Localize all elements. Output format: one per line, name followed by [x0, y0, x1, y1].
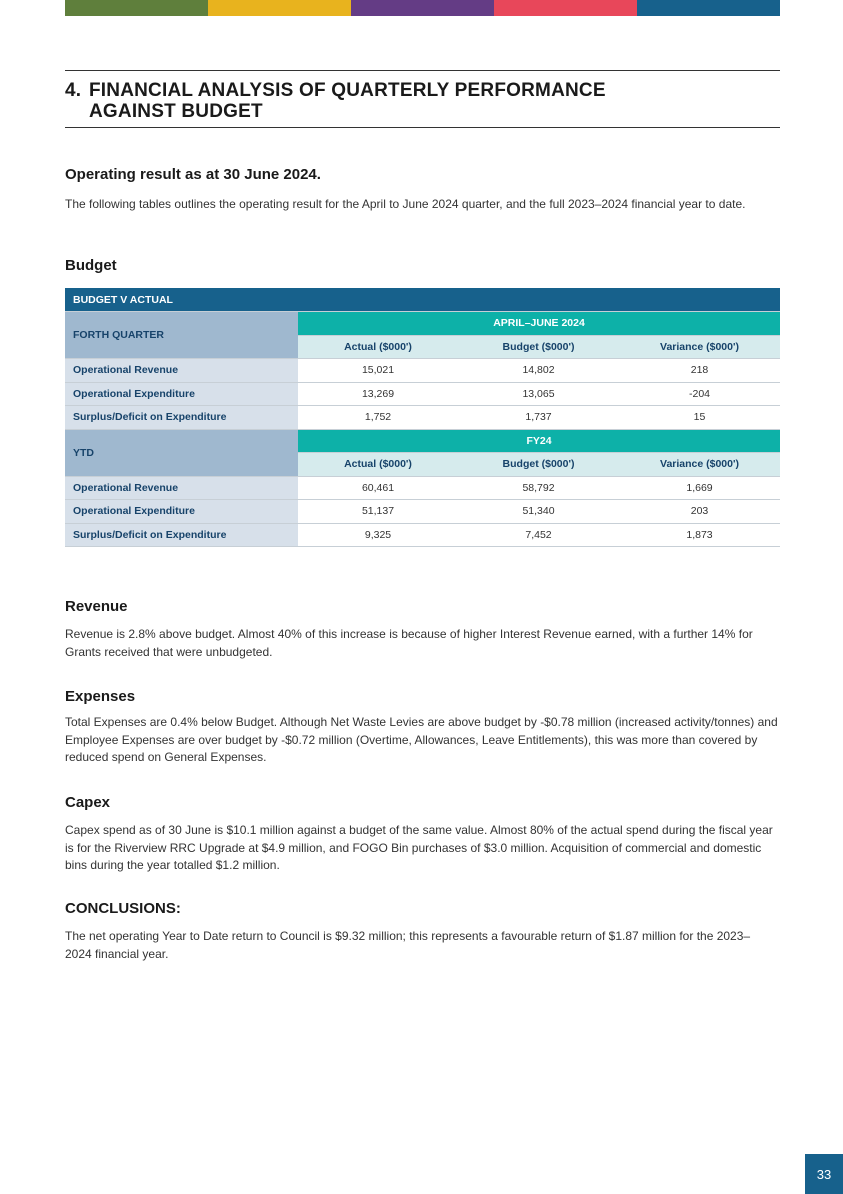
- conclusions-heading: CONCLUSIONS:: [65, 900, 181, 917]
- column-header-actual: Actual ($000'): [298, 335, 458, 359]
- revenue-heading: Revenue: [65, 598, 128, 615]
- cell-actual: 60,461: [298, 476, 458, 500]
- cell-variance: 15: [619, 406, 780, 430]
- cell-variance: 218: [619, 359, 780, 383]
- color-band: [65, 0, 780, 16]
- title-line-2: AGAINST BUDGET: [89, 101, 263, 122]
- section-label-quarter: FORTH QUARTER: [65, 312, 298, 359]
- table-row: [65, 359, 780, 383]
- color-band-purple: [351, 0, 494, 16]
- cell-budget: 13,065: [458, 382, 619, 406]
- cell-budget: 58,792: [458, 476, 619, 500]
- capex-paragraph: Capex spend as of 30 June is $10.1 million against a budget of the same value. Almost 80% of the actual spend during the fiscal year is for the Riverview RRC Upgrade at $4.9 million, and FOGO Bin purchases of $3.0 million. Acquisition of commercial and domestic bins during the year totalled $1.2 million.: [65, 823, 773, 872]
- row-label: Operational Revenue: [65, 476, 298, 500]
- color-band-yellow: [208, 0, 351, 16]
- table-title-row: [65, 288, 780, 312]
- revenue-paragraph: Revenue is 2.8% above budget. Almost 40% of this increase is because of higher Interest Revenue earned, with a further 14% for Grants received that were unbudgeted.: [65, 627, 753, 659]
- cell-variance: 1,873: [619, 523, 780, 547]
- cell-budget: 7,452: [458, 523, 619, 547]
- cell-variance: 203: [619, 500, 780, 524]
- column-header-budget: Budget ($000'): [458, 335, 619, 359]
- title-line-1: FINANCIAL ANALYSIS OF QUARTERLY PERFORMANCE: [89, 80, 606, 101]
- period-header-ytd: FY24: [298, 429, 780, 453]
- cell-variance: 1,669: [619, 476, 780, 500]
- table-row: [65, 476, 780, 500]
- column-header-variance: Variance ($000'): [619, 453, 780, 477]
- table-row: [65, 500, 780, 524]
- row-label: Operational Expenditure: [65, 500, 298, 524]
- section-header-row: [65, 312, 780, 336]
- cell-actual: 1,752: [298, 406, 458, 430]
- capex-heading: Capex: [65, 794, 111, 811]
- color-band-green: [65, 0, 208, 16]
- cell-actual: 15,021: [298, 359, 458, 383]
- period-header-quarter: APRIL–JUNE 2024: [298, 312, 780, 336]
- cell-budget: 51,340: [458, 500, 619, 524]
- cell-actual: 9,325: [298, 523, 458, 547]
- page-title: [65, 80, 765, 122]
- color-band-blue: [637, 0, 780, 16]
- section-number: 4.: [65, 80, 82, 101]
- cell-variance: -204: [619, 382, 780, 406]
- expenses-heading: Expenses: [65, 688, 136, 705]
- cell-actual: 13,269: [298, 382, 458, 406]
- conclusions-paragraph: The net operating Year to Date return to Council is $9.32 million; this represents a favourable return of $1.87 million for the 2023–2024 financial year.: [65, 929, 751, 961]
- column-header-budget: Budget ($000'): [458, 453, 619, 477]
- table-title: BUDGET V ACTUAL: [65, 288, 780, 312]
- title-bottom-rule: [65, 127, 780, 128]
- row-label: Operational Expenditure: [65, 382, 298, 406]
- page-number: 33: [805, 1154, 843, 1194]
- intro-paragraph: The following tables outlines the operating result for the April to June 2024 quarter, and the full 2023–2024 financial year to date.: [65, 197, 746, 211]
- column-header-variance: Variance ($000'): [619, 335, 780, 359]
- operating-result-heading: Operating result as at 30 June 2024.: [65, 166, 321, 183]
- table-row: [65, 406, 780, 430]
- table-row: [65, 523, 780, 547]
- row-label: Operational Revenue: [65, 359, 298, 383]
- budget-heading: Budget: [65, 257, 117, 274]
- cell-budget: 1,737: [458, 406, 619, 430]
- expenses-paragraph: Total Expenses are 0.4% below Budget. Although Net Waste Levies are above budget by -$0.78 million (increased activity/tonnes) and Employee Expenses are over budget by -$0.72 million (Overtime, Allowances, Leave Entitlements), this was more than covered by reduced spend on General Expenses.: [65, 715, 778, 764]
- budget-table: [65, 288, 780, 547]
- section-label-ytd: YTD: [65, 429, 298, 476]
- row-label: Surplus/Deficit on Expenditure: [65, 523, 298, 547]
- section-header-row: [65, 429, 780, 453]
- column-header-actual: Actual ($000'): [298, 453, 458, 477]
- cell-actual: 51,137: [298, 500, 458, 524]
- color-band-red: [494, 0, 637, 16]
- table-row: [65, 382, 780, 406]
- row-label: Surplus/Deficit on Expenditure: [65, 406, 298, 430]
- title-top-rule: [65, 70, 780, 71]
- cell-budget: 14,802: [458, 359, 619, 383]
